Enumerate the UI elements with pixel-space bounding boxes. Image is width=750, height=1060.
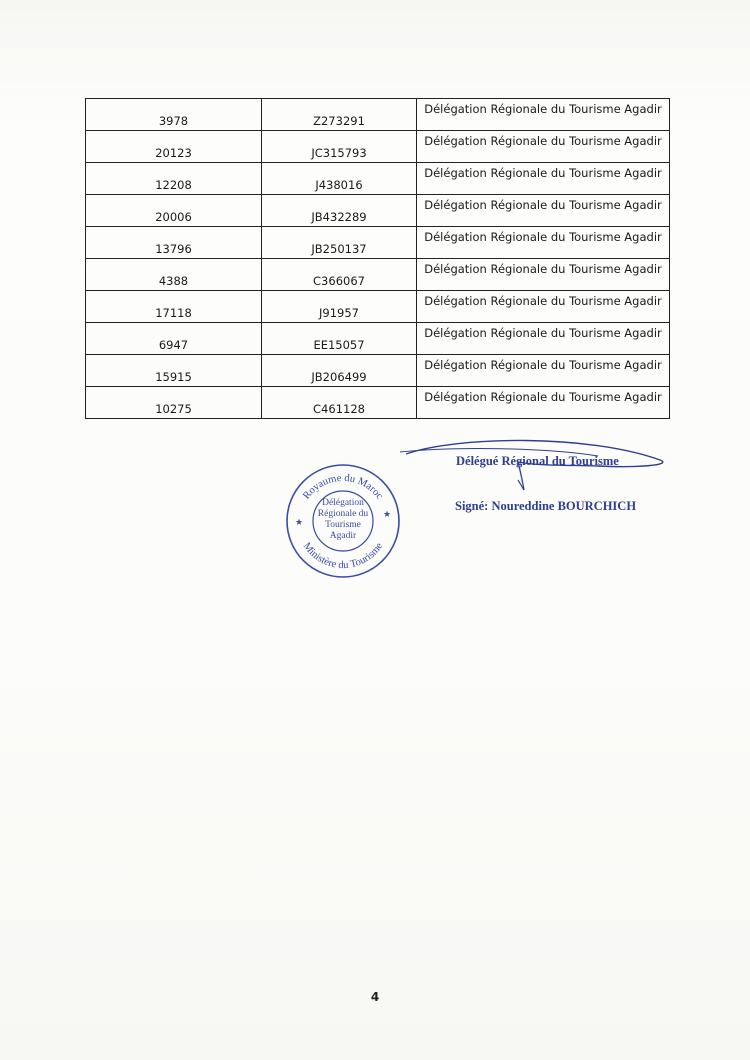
document-id-cell: C366067 — [262, 259, 417, 291]
organization-cell: Délégation Régionale du Tourisme Agadir — [417, 163, 670, 195]
stamp-inner-line: Régionale du — [317, 509, 369, 519]
record-number-cell: 20006 — [86, 195, 262, 227]
signatory-title: Délégué Régional du Tourisme — [456, 454, 619, 468]
organization-cell: Délégation Régionale du Tourisme Agadir — [417, 195, 670, 227]
table-row — [86, 99, 670, 131]
record-number-cell: 17118 — [86, 291, 262, 323]
document-id-cell: JB432289 — [262, 195, 417, 227]
organization-cell: Délégation Régionale du Tourisme Agadir — [417, 259, 670, 291]
document-id-cell: JC315793 — [262, 131, 417, 163]
record-number-cell: 6947 — [86, 323, 262, 355]
organization-cell: Délégation Régionale du Tourisme Agadir — [417, 227, 670, 259]
star-icon: ★ — [383, 509, 392, 519]
document-id-cell: JB206499 — [262, 355, 417, 387]
document-id-cell: C461128 — [262, 387, 417, 419]
records-table-container — [85, 98, 669, 419]
record-number-cell: 15915 — [86, 355, 262, 387]
document-id-cell: J438016 — [262, 163, 417, 195]
record-number-cell: 20123 — [86, 131, 262, 163]
star-icon: ★ — [295, 517, 304, 527]
table-row — [86, 291, 670, 323]
record-number-cell: 10275 — [86, 387, 262, 419]
organization-cell: Délégation Régionale du Tourisme Agadir — [417, 291, 670, 323]
organization-cell: Délégation Régionale du Tourisme Agadir — [417, 131, 670, 163]
stamp-inner-line: Délégation — [322, 498, 364, 508]
table-row — [86, 355, 670, 387]
stamp-outer-bottom-text: Ministère du Tourisme — [300, 540, 386, 572]
table-row — [86, 259, 670, 291]
record-number-cell: 3978 — [86, 99, 262, 131]
records-table — [85, 98, 670, 419]
organization-cell: Délégation Régionale du Tourisme Agadir — [417, 99, 670, 131]
table-row — [86, 195, 670, 227]
stamp-outer-top-text: Royaume du Maroc — [301, 472, 385, 502]
document-id-cell: Z273291 — [262, 99, 417, 131]
signature-block — [398, 432, 678, 542]
document-id-cell: J91957 — [262, 291, 417, 323]
table-row — [86, 323, 670, 355]
stamp-inner-line: Tourisme — [325, 520, 361, 530]
table-row — [86, 163, 670, 195]
record-number-cell: 12208 — [86, 163, 262, 195]
organization-cell: Délégation Régionale du Tourisme Agadir — [417, 355, 670, 387]
official-stamp — [284, 462, 402, 580]
stamp-inner-line: Agadir — [329, 531, 357, 541]
records-table-body — [86, 99, 670, 419]
page-number: 4 — [370, 990, 380, 1004]
document-id-cell: EE15057 — [262, 323, 417, 355]
record-number-cell: 4388 — [86, 259, 262, 291]
organization-cell: Délégation Régionale du Tourisme Agadir — [417, 323, 670, 355]
record-number-cell: 13796 — [86, 227, 262, 259]
signatory-name: Signé: Noureddine BOURCHICH — [455, 499, 637, 513]
table-row — [86, 227, 670, 259]
table-row — [86, 131, 670, 163]
organization-cell: Délégation Régionale du Tourisme Agadir — [417, 387, 670, 419]
document-id-cell: JB250137 — [262, 227, 417, 259]
table-row — [86, 387, 670, 419]
